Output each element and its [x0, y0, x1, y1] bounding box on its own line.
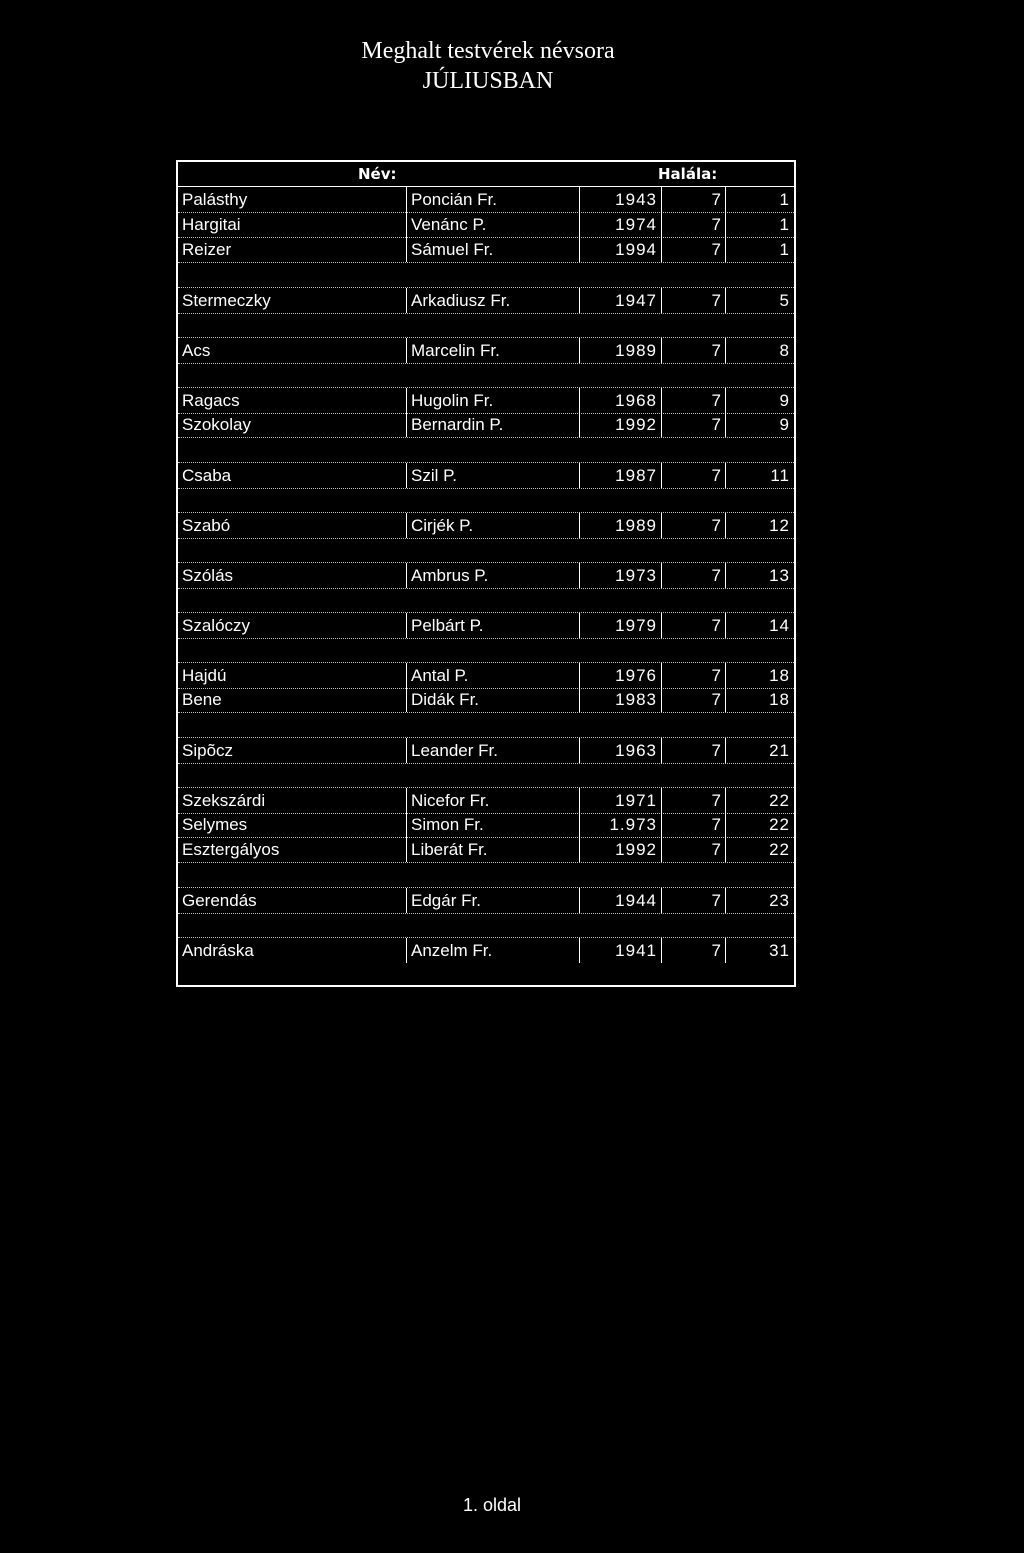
cell-day: 5: [779, 291, 790, 310]
table-row: [178, 287, 794, 314]
cell-year: 1947: [579, 288, 662, 313]
table-row: [178, 837, 794, 863]
page-subtitle: JÚLIUSBAN: [422, 68, 554, 94]
cell-surname: Szólás: [182, 566, 234, 585]
table-row: [178, 512, 794, 539]
cell-surname: Ragacs: [182, 391, 240, 410]
cell-month: 7: [661, 663, 726, 688]
cell-given-name: Liberát Fr.: [406, 837, 583, 862]
cell-day: 1: [779, 215, 790, 234]
cell-month: 7: [661, 613, 726, 638]
cell-year: 1941: [579, 938, 662, 963]
cell-surname: Csaba: [182, 466, 232, 485]
table-row: [178, 662, 794, 689]
cell-surname: Hargitai: [182, 215, 241, 234]
cell-year: 1989: [579, 338, 662, 363]
cell-surname: Reizer: [182, 240, 232, 259]
cell-day: 18: [769, 690, 790, 709]
cell-surname: Szalóczy: [182, 616, 251, 635]
cell-given-name: Leander Fr.: [406, 738, 583, 763]
cell-given-name: Anzelm Fr.: [406, 938, 583, 963]
cell-given-name: Poncián Fr.: [406, 187, 583, 212]
cell-given-name: Szil P.: [406, 463, 583, 488]
cell-year: 1944: [579, 888, 662, 913]
cell-surname: Acs: [182, 341, 211, 360]
cell-year: 1987: [579, 463, 662, 488]
cell-month: 7: [661, 938, 726, 963]
cell-day: 1: [779, 190, 790, 209]
cell-given-name: Bernardin P.: [406, 412, 583, 437]
cell-month: 7: [661, 837, 726, 862]
table-row: [178, 212, 794, 238]
cell-year: 1992: [579, 412, 662, 437]
page-number: 1. oldal: [462, 1495, 522, 1515]
deceased-brothers-table: [176, 160, 796, 987]
cell-year: 1963: [579, 738, 662, 763]
cell-day: 9: [779, 415, 790, 434]
table-row: [178, 612, 794, 639]
cell-year: 1979: [579, 613, 662, 638]
table-row: [178, 887, 794, 914]
cell-surname: Sipõcz: [182, 741, 234, 760]
table-row: [178, 187, 794, 213]
cell-day: 21: [769, 741, 790, 760]
table-row: [178, 337, 794, 364]
cell-surname: Szekszárdi: [182, 791, 266, 810]
table-row: [178, 937, 794, 963]
cell-year: 1968: [579, 388, 662, 413]
table-row: [178, 387, 794, 414]
cell-given-name: Pelbárt P.: [406, 613, 583, 638]
cell-day: 13: [769, 566, 790, 585]
cell-month: 7: [661, 338, 726, 363]
cell-month: 7: [661, 812, 726, 837]
cell-year: 1992: [579, 837, 662, 862]
table-row: [178, 787, 794, 814]
cell-given-name: Ambrus P.: [406, 563, 583, 588]
cell-day: 12: [769, 516, 790, 535]
cell-month: 7: [661, 463, 726, 488]
cell-month: 7: [661, 412, 726, 437]
cell-month: 7: [661, 888, 726, 913]
cell-year: 1.973: [579, 812, 662, 837]
cell-given-name: Cirjék P.: [406, 513, 583, 538]
header-name: Név:: [358, 165, 397, 183]
cell-given-name: Sámuel Fr.: [406, 237, 583, 262]
cell-surname: Bene: [182, 690, 222, 709]
cell-day: 22: [769, 791, 790, 810]
cell-year: 1994: [579, 237, 662, 262]
cell-month: 7: [661, 687, 726, 712]
cell-day: 9: [779, 391, 790, 410]
cell-day: 1: [779, 240, 790, 259]
cell-year: 1973: [579, 563, 662, 588]
cell-year: 1983: [579, 687, 662, 712]
cell-day: 23: [769, 891, 790, 910]
cell-month: 7: [661, 563, 726, 588]
cell-month: 7: [661, 513, 726, 538]
cell-surname: Hajdú: [182, 666, 227, 685]
cell-year: 1989: [579, 513, 662, 538]
cell-given-name: Nicefor Fr.: [406, 788, 583, 813]
cell-year: 1943: [579, 187, 662, 212]
table-row: [178, 737, 794, 764]
cell-year: 1976: [579, 663, 662, 688]
cell-month: 7: [661, 288, 726, 313]
cell-day: 8: [779, 341, 790, 360]
cell-surname: Palásthy: [182, 190, 248, 209]
cell-surname: Selymes: [182, 815, 248, 834]
cell-given-name: Didák Fr.: [406, 687, 583, 712]
cell-given-name: Simon Fr.: [406, 812, 583, 837]
cell-surname: Gerendás: [182, 891, 257, 910]
cell-given-name: Arkadiusz Fr.: [406, 288, 583, 313]
cell-given-name: Venánc P.: [406, 212, 583, 237]
cell-given-name: Hugolin Fr.: [406, 388, 583, 413]
cell-surname: Szokolay: [182, 415, 251, 434]
table-row: [178, 562, 794, 589]
cell-day: 22: [769, 815, 790, 834]
cell-month: 7: [661, 788, 726, 813]
table-row: [178, 412, 794, 438]
cell-given-name: Edgár Fr.: [406, 888, 583, 913]
table-row: [178, 462, 794, 489]
cell-month: 7: [661, 187, 726, 212]
cell-day: 31: [769, 941, 790, 960]
cell-day: 11: [770, 466, 790, 485]
cell-surname: Szabó: [182, 516, 231, 535]
table-row: [178, 812, 794, 838]
cell-month: 7: [661, 388, 726, 413]
cell-day: 18: [769, 666, 790, 685]
page-title: Meghalt testvérek névsora: [361, 38, 615, 64]
table-header: [178, 162, 794, 187]
cell-day: 22: [769, 840, 790, 859]
cell-surname: Esztergályos: [182, 840, 280, 859]
cell-surname: Andráska: [182, 941, 254, 960]
cell-surname: Stermeczky: [182, 291, 271, 310]
cell-month: 7: [661, 212, 726, 237]
header-death: Halála:: [658, 165, 718, 183]
cell-year: 1974: [579, 212, 662, 237]
cell-year: 1971: [579, 788, 662, 813]
cell-month: 7: [661, 738, 726, 763]
cell-given-name: Antal P.: [406, 663, 583, 688]
table-row: [178, 687, 794, 713]
cell-month: 7: [661, 237, 726, 262]
table-row: [178, 237, 794, 263]
cell-given-name: Marcelin Fr.: [406, 338, 583, 363]
cell-day: 14: [769, 616, 790, 635]
